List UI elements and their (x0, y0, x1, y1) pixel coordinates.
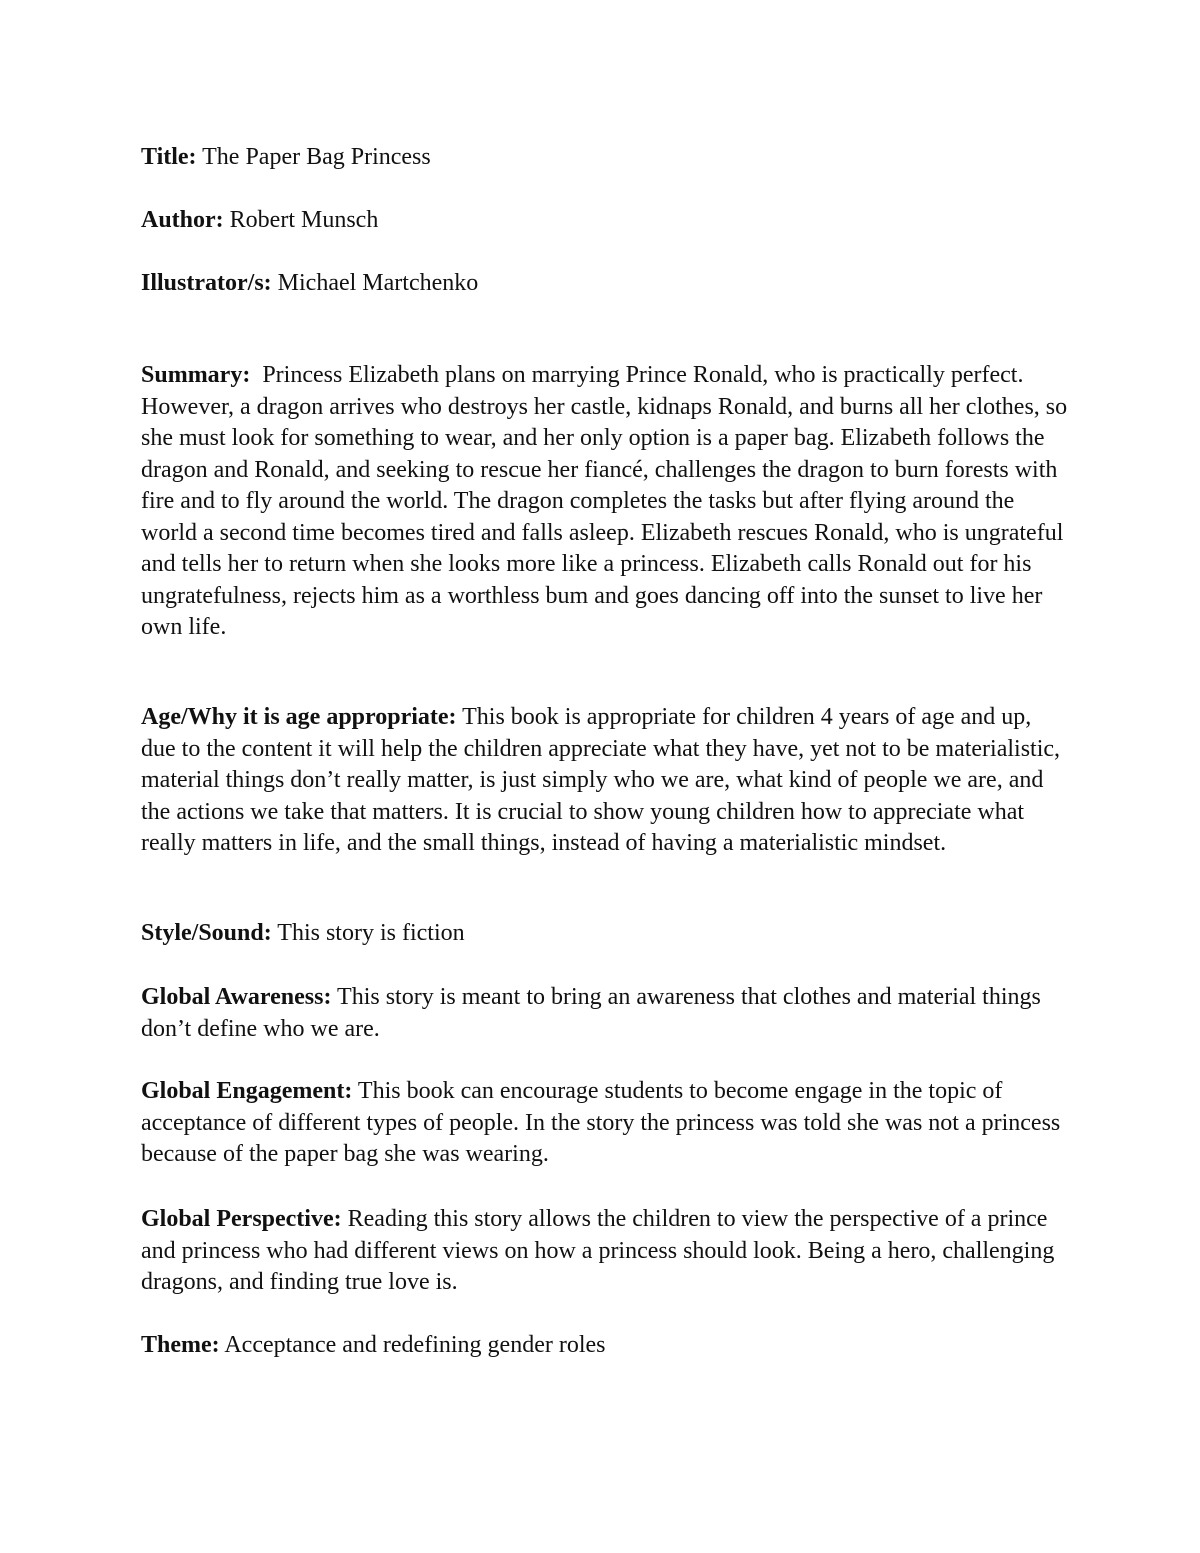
illustrator-field (141, 268, 1071, 300)
global-engagement-value: This book can encourage students to become engage in the topic of acceptance of different types of people. In the story the princess was told she was not a princess because of the paper bag she was wearing. (141, 1078, 1061, 1167)
age-label: Age/Why it is age appropriate: (141, 704, 457, 730)
age-field (141, 702, 1071, 860)
age-value: This book is appropriate for children 4 years of age and up, due to the content it will help the children appreciate what they have, yet not to be materialistic, material things don’t really matter, is just simply who we are, what kind of people we are, and the actions we take that matters. It is crucial to show young children how to appreciate what really matters in life, and the small things, instead of having a materialistic mindset. (141, 704, 1061, 856)
global-perspective-value: Reading this story allows the children to view the perspective of a prince and princess who had different views on how a princess should look. Being a hero, challenging dragons, and finding true love is. (141, 1206, 1055, 1295)
global-perspective-label: Global Perspective: (141, 1206, 342, 1232)
summary-label: Summary: (141, 362, 251, 388)
author-label: Author: (141, 207, 224, 233)
title-field (141, 142, 1071, 174)
summary-field (141, 360, 1071, 644)
title-value: The Paper Bag Princess (202, 144, 431, 170)
global-engagement-label: Global Engagement: (141, 1078, 353, 1104)
author-value: Robert Munsch (229, 207, 379, 233)
theme-label: Theme: (141, 1332, 220, 1358)
author-field (141, 205, 1071, 237)
style-field (141, 918, 1071, 950)
theme-value: Acceptance and redefining gender roles (224, 1332, 606, 1358)
global-awareness-value: This story is meant to bring an awareness that clothes and material things don’t define who we are. (141, 984, 1041, 1042)
style-value: This story is fiction (277, 920, 465, 946)
global-awareness-label: Global Awareness: (141, 984, 332, 1010)
theme-field (141, 1330, 1071, 1362)
illustrator-label: Illustrator/s: (141, 270, 272, 296)
global-engagement-field (141, 1076, 1071, 1171)
global-perspective-field (141, 1204, 1071, 1299)
summary-value: Princess Elizabeth plans on marrying Prince Ronald, who is practically perfect. However, a dragon arrives who destroys her castle, kidnaps Ronald, and burns all her clothes, so she must look for something to wear, and her only option is a paper bag. Elizabeth follows the dragon and Ronald, and seeking to rescue her fiancé, challenges the dragon to burn forests with fire and to fly around the world. The dragon completes the tasks but after flying around the world a second time becomes tired and falls asleep. Elizabeth rescues Ronald, who is ungrateful and tells her to return when she looks more like a princess. Elizabeth calls Ronald out for his ungratefulness, rejects him as a worthless bum and goes dancing off into the sunset to live her own life. (141, 362, 1068, 640)
style-label: Style/Sound: (141, 920, 272, 946)
global-awareness-field (141, 982, 1071, 1045)
illustrator-value: Michael Martchenko (277, 270, 479, 296)
title-label: Title: (141, 144, 197, 170)
